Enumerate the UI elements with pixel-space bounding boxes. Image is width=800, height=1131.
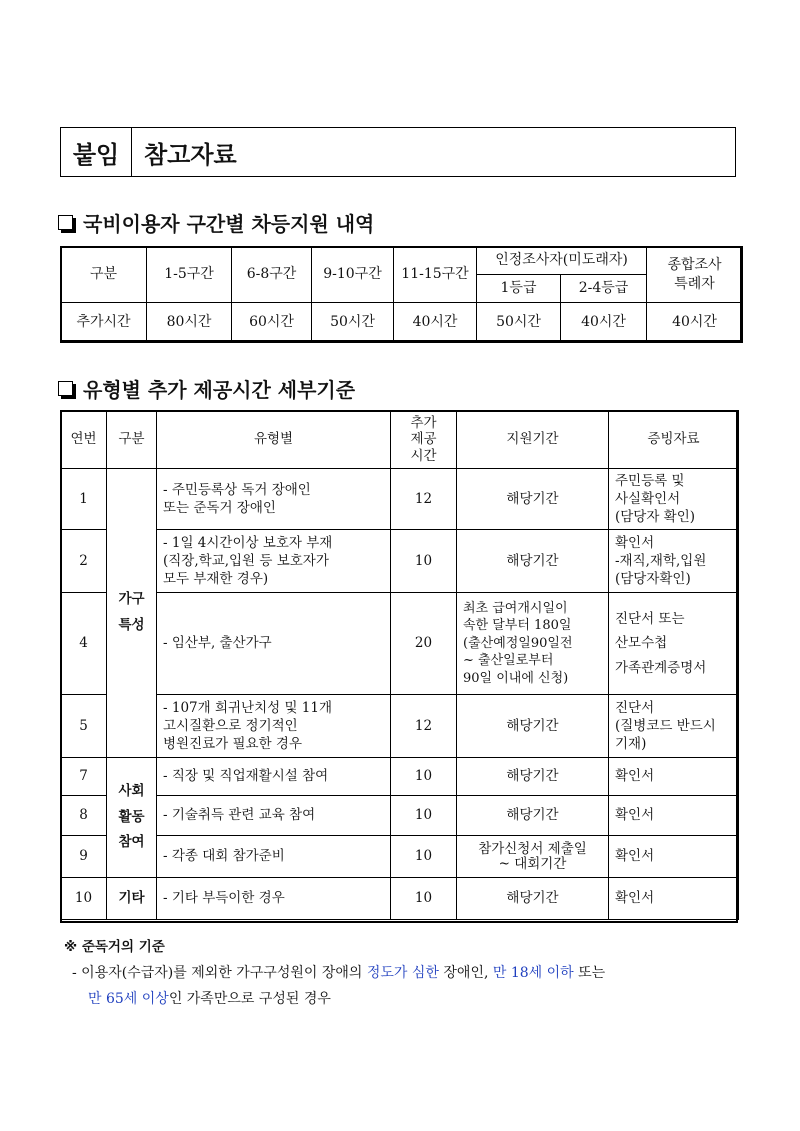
- header-certified: 인정조사자(미도래자): [477, 247, 647, 275]
- attachment-title: 참고자료: [144, 140, 237, 169]
- row-type: - 주민등록상 독거 장애인 또는 준독거 장애인: [157, 469, 391, 530]
- header-hours: 추가 제공 시간: [391, 411, 457, 469]
- row-type: - 임산부, 출산가구: [157, 593, 391, 695]
- row-docs: 확인서: [609, 796, 739, 836]
- note-highlight: 정도가 심한: [366, 965, 439, 981]
- row-no: 10: [61, 878, 107, 920]
- checkbox-square-icon: [58, 215, 73, 230]
- row-type: - 기술취득 관련 교육 참여: [157, 796, 391, 836]
- support-by-range-table: [60, 246, 743, 343]
- header-special: 종합조사 특례자: [647, 247, 743, 303]
- row-no: 9: [61, 836, 107, 878]
- section1-heading: [58, 208, 374, 237]
- group-household: 가구 특성: [107, 469, 157, 758]
- attachment-tag: 붙임: [61, 128, 132, 176]
- row-no: 2: [61, 530, 107, 593]
- row-period: 참가신청서 제출일 ~ 대회기간: [457, 836, 609, 878]
- row-period: 해당기간: [457, 530, 609, 593]
- note-highlight: 만 18세 이하: [492, 965, 574, 981]
- section1-heading-text: 국비이용자 구간별 차등지원 내역: [83, 212, 375, 236]
- note-highlight: 만 65세 이상: [88, 991, 169, 1007]
- row-docs: 확인서: [609, 878, 739, 920]
- value-cell: 50시간: [477, 303, 561, 343]
- note-text: 인 가족만으로 구성된 경우: [168, 991, 331, 1007]
- row-hours: 20: [391, 593, 457, 695]
- row-period: 최초 급여개시일이 속한 달부터 180일 (출산예정일90일전 ~ 출산일로부터 90일 이내에 신청): [457, 593, 609, 695]
- row-type: - 1일 4시간이상 보호자 부재 (직장,학교,입원 등 보호자가 모두 부재한 경우): [157, 530, 391, 593]
- header-grade1: 1등급: [477, 275, 561, 303]
- row-no: 7: [61, 758, 107, 796]
- value-cell: 80시간: [147, 303, 232, 343]
- header-range: 6-8구간: [232, 247, 312, 303]
- row-period: 해당기간: [457, 796, 609, 836]
- row-hours: 10: [391, 836, 457, 878]
- note-text: - 이용자(수급자)를 제외한 가구구성원이 장애의: [72, 965, 367, 981]
- header-range: 11-15구간: [394, 247, 477, 303]
- row-no: 8: [61, 796, 107, 836]
- checkbox-square-icon: [58, 381, 73, 396]
- value-cell: 50시간: [312, 303, 394, 343]
- row-period: 해당기간: [457, 695, 609, 758]
- section2-heading: [58, 374, 355, 403]
- row-docs: 진단서 (질병코드 반드시 기재): [609, 695, 739, 758]
- header-type: 유형별: [157, 411, 391, 469]
- criteria-table: [60, 410, 739, 920]
- row-hours: 10: [391, 530, 457, 593]
- row-docs: 확인서: [609, 836, 739, 878]
- value-cell: 40시간: [647, 303, 743, 343]
- row-type: - 기타 부득이한 경우: [157, 878, 391, 920]
- row-period: 해당기간: [457, 469, 609, 530]
- header-docs: 증빙자료: [609, 411, 739, 469]
- note-heading: ※ 준독거의 기준: [64, 939, 165, 955]
- header-range: 1-5구간: [147, 247, 232, 303]
- row-docs: 주민등록 및 사실확인서 (담당자 확인): [609, 469, 739, 530]
- row-type: - 각종 대회 참가준비: [157, 836, 391, 878]
- header-no: 연번: [61, 411, 107, 469]
- row-no: 5: [61, 695, 107, 758]
- row-docs: 확인서: [609, 758, 739, 796]
- row-no: 1: [61, 469, 107, 530]
- section2-heading-text: 유형별 추가 제공시간 세부기준: [83, 378, 356, 402]
- header-grade2-4: 2-4등급: [561, 275, 647, 303]
- row-hours: 10: [391, 796, 457, 836]
- value-cell: 60시간: [232, 303, 312, 343]
- row-period: 해당기간: [457, 758, 609, 796]
- row-hours: 12: [391, 695, 457, 758]
- header-category: 구분: [61, 247, 147, 303]
- row-no: 4: [61, 593, 107, 695]
- row-hours: 12: [391, 469, 457, 530]
- row-type: - 107개 희귀난치성 및 11개 고시질환으로 정기적인 병원진료가 필요한 경우: [157, 695, 391, 758]
- note-text: 또는: [573, 965, 606, 981]
- value-cell: 40시간: [394, 303, 477, 343]
- note-text: 장애인,: [438, 965, 493, 981]
- group-social: 사회 활동 참여: [107, 758, 157, 878]
- row-label: 추가시간: [61, 303, 147, 343]
- header-period: 지원기간: [457, 411, 609, 469]
- note-body: [72, 960, 752, 1012]
- row-hours: 10: [391, 878, 457, 920]
- row-docs: 진단서 또는 산모수첩 가족관계증명서: [609, 593, 739, 695]
- row-period: 해당기간: [457, 878, 609, 920]
- header-category: 구분: [107, 411, 157, 469]
- row-docs: 확인서 -재직,재학,입원 (담당자확인): [609, 530, 739, 593]
- value-cell: 40시간: [561, 303, 647, 343]
- header-range: 9-10구간: [312, 247, 394, 303]
- row-type: - 직장 및 직업재활시설 참여: [157, 758, 391, 796]
- group-other: 기타: [107, 878, 157, 920]
- row-hours: 10: [391, 758, 457, 796]
- attachment-title-box: [60, 127, 736, 177]
